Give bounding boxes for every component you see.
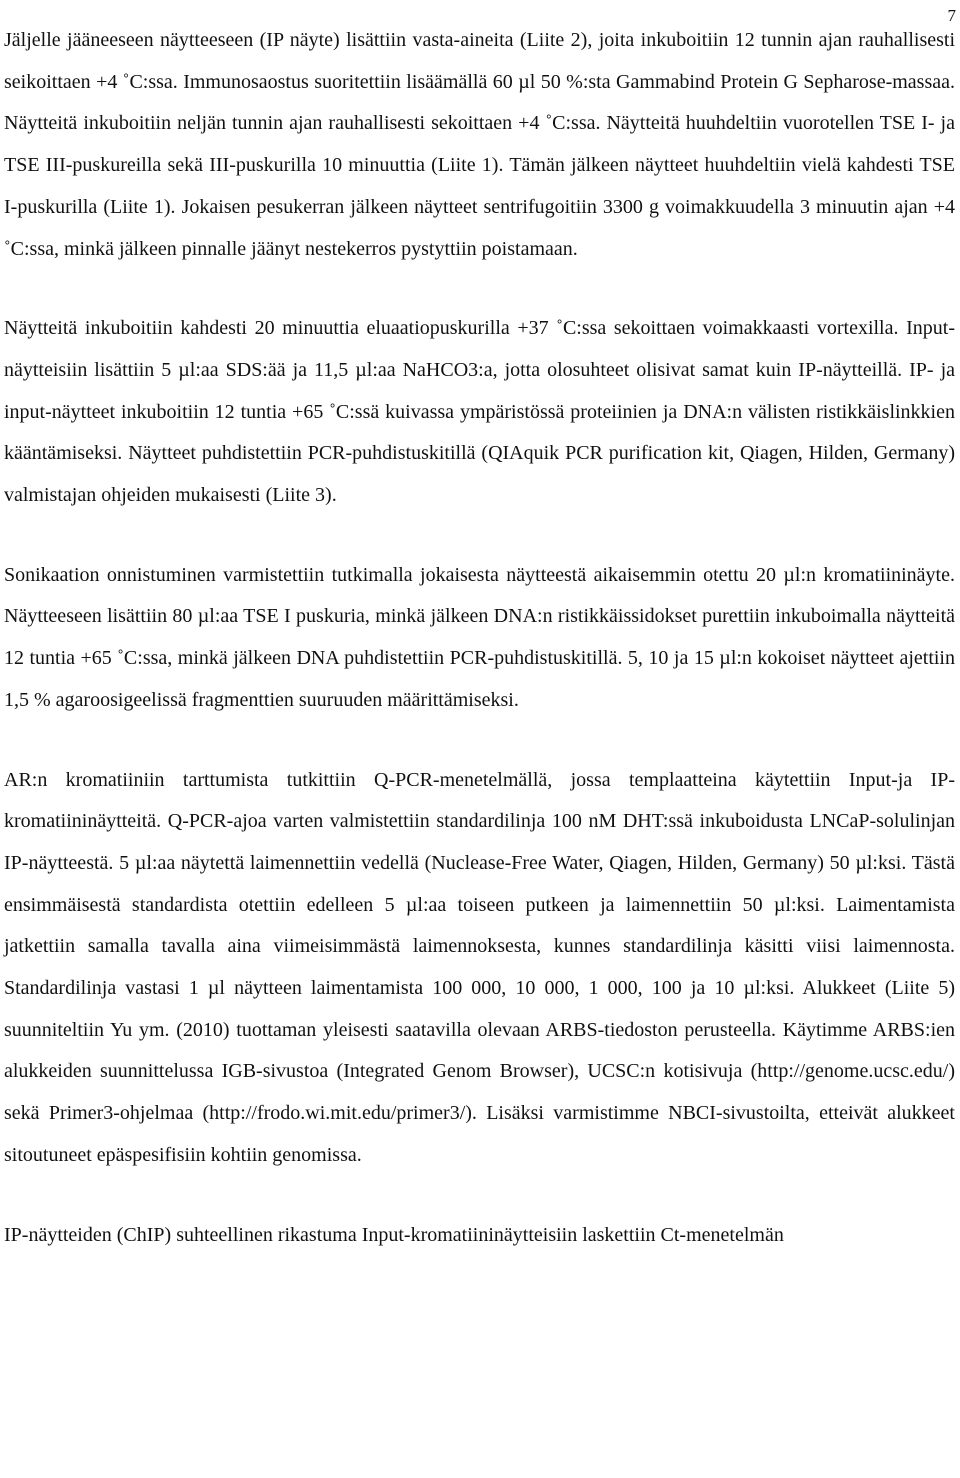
page-number: 7 [947,6,956,25]
body-text [4,20,955,1256]
paragraph-elution: Näytteitä inkuboitiin kahdesti 20 minuuttia eluaatiopuskurilla +37 ˚C:ssa sekoittaen voimakkaasti vortexilla. Input-näytteisiin lisättiin 5 µl:aa SDS:ää ja 11,5 µl:aa NaHCO3:a, jotta olosuhteet olisivat samat kuin IP-näytteillä. IP- ja input-näytteet inkuboitiin 12 tuntia +65 ˚C:ssä kuivassa ympäristössä proteiinien ja DNA:n välisten ristikkäislinkkien kääntämiseksi. Näytteet puhdistettiin PCR-puhdistuskitillä (QIAquik PCR purification kit, Qiagen, Hilden, Germany) valmistajan ohjeiden mukaisesti (Liite 3). [4,317,955,507]
paragraph-immunoprecipitation: Jäljelle jääneeseen näytteeseen (IP näyte) lisättiin vasta-aineita (Liite 2), joita inkuboitiin 12 tunnin ajan rauhallisesti seikoittaen +4 ˚C:ssa. Immunosaostus suoritettiin lisäämällä 60 µl 50 %:sta Gammabind Protein G Sepharose-massaa. Näytteitä inkuboitiin neljän tunnin ajan rauhallisesti sekoittaen +4 ˚C:ssa. Näytteitä huuhdeltiin vuorotellen TSE I- ja TSE III-puskureilla sekä III-puskurilla 10 minuuttia (Liite 1). Tämän jälkeen näytteet huuhdeltiin vielä kahdesti TSE I-puskurilla (Liite 1). Jokaisen pesukerran jälkeen näytteet sentrifugoitiin 3300 g voimakkuudella 3 minuutin ajan +4 ˚C:ssa, minkä jälkeen pinnalle jäänyt nestekerros pystyttiin poistamaan. [4,29,955,260]
paragraph-qpcr-method: AR:n kromatiiniin tarttumista tutkittiin Q-PCR-menetelmällä, jossa templaatteina käytettiin Input-ja IP-kromatiininäytteitä. Q-PCR-ajoa varten valmistettiin standardilinja 100 nM DHT:ssä inkuboidusta LNCaP-solulinjan IP-näytteestä. 5 µl:aa näytettä laimennettiin vedellä (Nuclease-Free Water, Qiagen, Hilden, Germany) 50 µl:ksi. Tästä ensimmäisestä standardista otettiin edelleen 5 µl:aa toiseen putkeen ja laimennettiin 50 µl:ksi. Laimentamista jatkettiin samalla tavalla aina viimeisimmästä laimennoksesta, kunnes standardilinja käsitti viisi laimennosta. Standardilinja vastasi 1 µl näytteen laimentamista 100 000, 10 000, 1 000, 100 ja 10 µl:ksi. Alukkeet (Liite 5) suunniteltiin Yu ym. (2010) tuottaman yleisesti saatavilla olevaan ARBS-tiedoston perusteella. Käytimme ARBS:ien alukkeiden suunnittelussa IGB-sivustoa (Integrated Genom Browser), UCSC:n kotisivuja (http://genome.ucsc.edu/) sekä Primer3-ohjelmaa (http://frodo.wi.mit.edu/primer3/). Lisäksi varmistimme NBCI-sivustoilta, etteivät alukkeet sitoutuneet epäspesifisiin kohtiin genomissa. [4,768,955,1166]
paragraph-sonication-check: Sonikaation onnistuminen varmistettiin tutkimalla jokaisesta näytteestä aikaisemmin otettu 20 µl:n kromatiininäyte. Näytteeseen lisättiin 80 µl:aa TSE I puskuria, minkä jälkeen DNA:n ristikkäissidokset purettiin inkuboimalla näytteitä 12 tuntia +65 ˚C:ssa, minkä jälkeen DNA puhdistettiin PCR-puhdistuskitillä. 5, 10 ja 15 µl:n kokoiset näytteet ajettiin 1,5 % agaroosigeelissä fragmenttien suuruuden määrittämiseksi. [4,563,955,711]
paragraph-enrichment: IP-näytteiden (ChIP) suhteellinen rikastuma Input-kromatiininäytteisiin laskettiin Ct-menetelmän [4,1223,784,1246]
